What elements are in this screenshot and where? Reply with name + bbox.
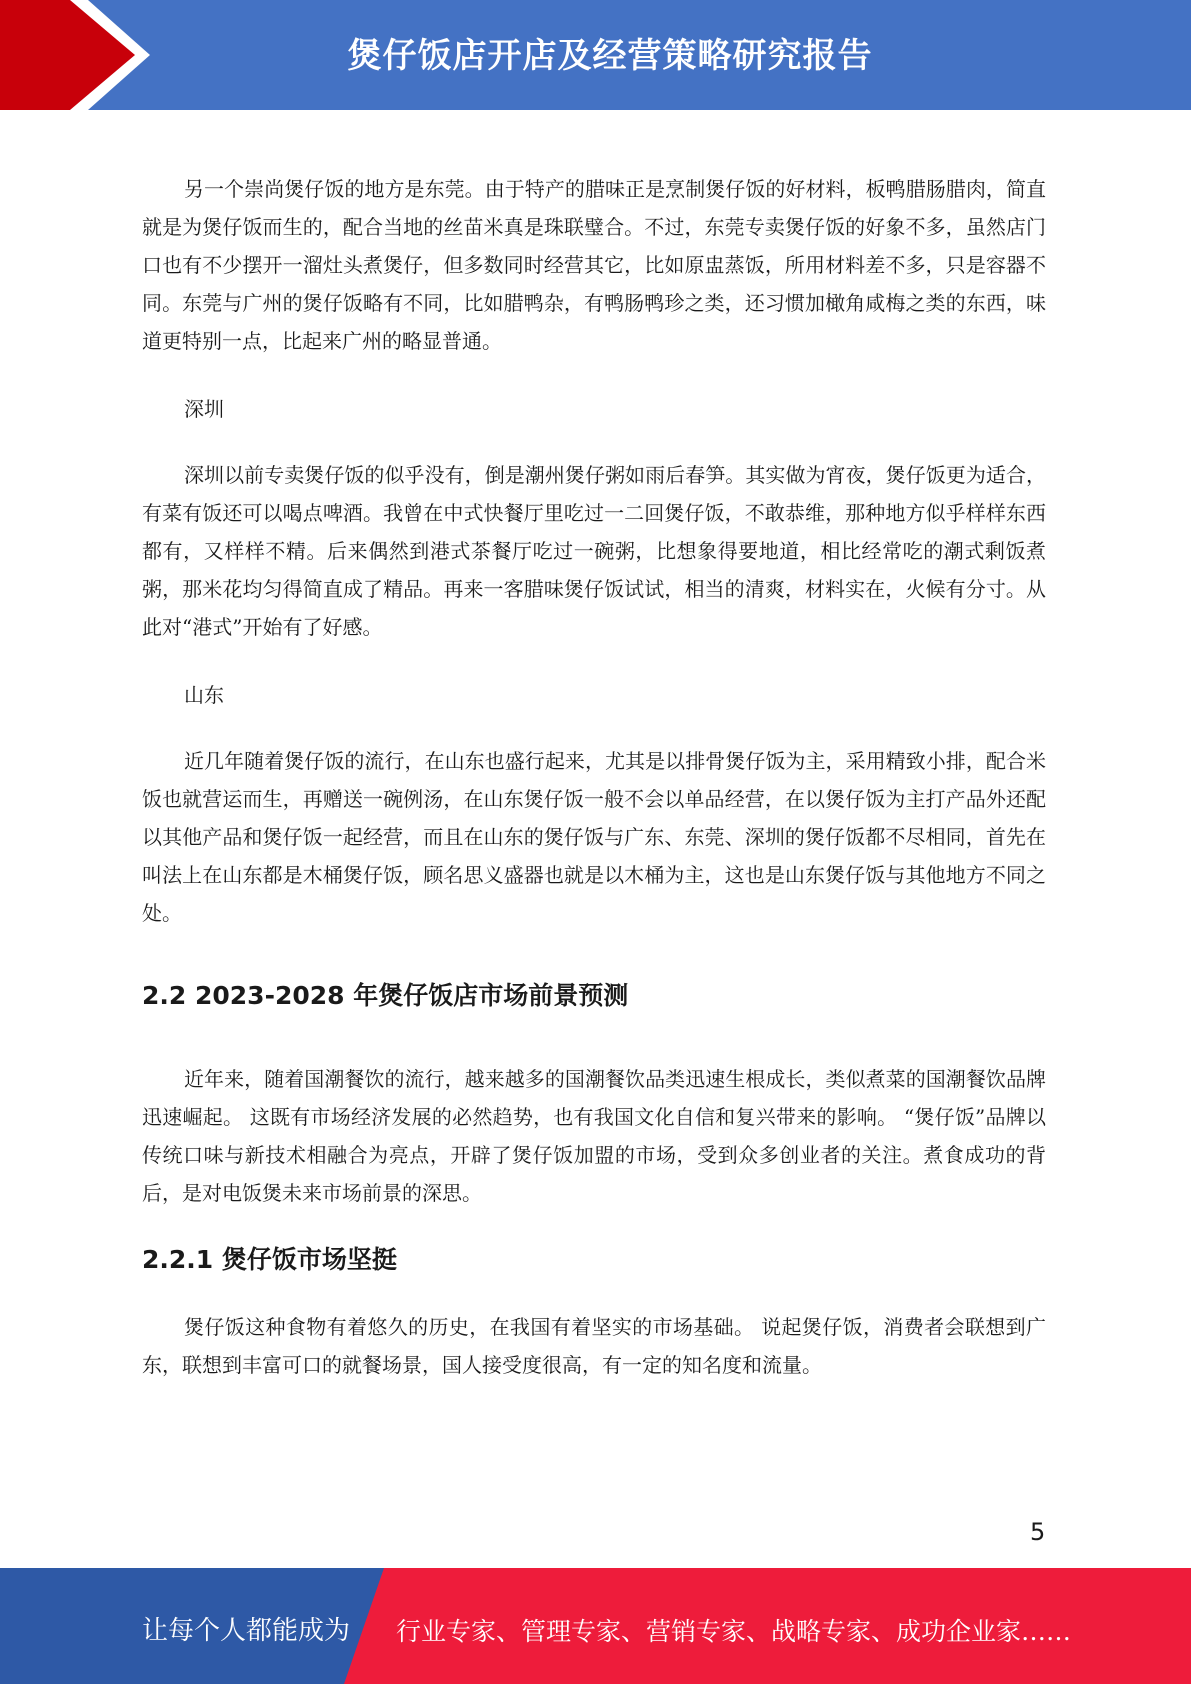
subheading-shandong: 山东 [184, 683, 224, 707]
footer-slogan-left: 让每个人都能成为 [142, 1616, 351, 1646]
paragraph-shenzhen: 深圳以前专卖煲仔饭的似乎没有，倒是潮州煲仔粥如雨后春笋。其实做为宵夜，煲仔饭更为适合，有菜有饭还可以喝点啤酒。我曾在中式快餐厅里吃过一二回煲仔饭，不敢恭维，那种地方似乎样样东西都有，又样样不精。后来偶然到港式茶餐厅吃过一碗粥，比想象得要地道，相比经常吃的潮式剩饭煮粥，那米花均匀得简直成了精品。再来一客腊味煲仔饭试试，相当的清爽，材料实在，火候有分寸。从此对“港式”开始有了好感。 [142, 463, 1046, 639]
section-heading-2-2: 2.2 2023-2028 年煲仔饭店市场前景预测 [142, 981, 629, 1010]
page-number: 5 [1030, 1518, 1046, 1546]
page-footer [0, 1568, 1191, 1684]
paragraph-2-2: 近年来，随着国潮餐饮的流行，越来越多的国潮餐饮品类迅速生根成长，类似煮菜的国潮餐饮品牌迅速崛起。 这既有市场经济发展的必然趋势，也有我国文化自信和复兴带来的影响。 “煲仔饭”品牌以传统口味与新技术相融合为亮点，开辟了煲仔饭加盟的市场，受到众多创业者的关注。煮食成功的背后，是对电饭煲未来市场前景的深思。 [142, 1067, 1046, 1205]
subheading-shenzhen: 深圳 [184, 397, 224, 421]
paragraph-dongguan: 另一个崇尚煲仔饭的地方是东莞。由于特产的腊味正是烹制煲仔饭的好材料，板鸭腊肠腊肉，简直就是为煲仔饭而生的，配合当地的丝苗米真是珠联璧合。不过，东莞专卖煲仔饭的好象不多，虽然店门口也有不少摆开一溜灶头煮煲仔，但多数同时经营其它，比如原盅蒸饭，所用材料差不多，只是容器不同。东莞与广州的煲仔饭略有不同，比如腊鸭杂，有鸭肠鸭珍之类，还习惯加橄角咸梅之类的东西，味道更特别一点，比起来广州的略显普通。 [142, 177, 1046, 353]
page-header [0, 0, 1191, 110]
page-body [142, 170, 1046, 1384]
paragraph-2-2-1: 煲仔饭这种食物有着悠久的历史，在我国有着坚实的市场基础。 说起煲仔饭，消费者会联想到广东，联想到丰富可口的就餐场景，国人接受度很高，有一定的知名度和流量。 [142, 1315, 1046, 1377]
footer-slogan-right: 行业专家、管理专家、营销专家、战略专家、成功企业家…… [396, 1617, 1072, 1646]
header-arrow-decoration [0, 0, 140, 110]
section-heading-2-2-1: 2.2.1 煲仔饭市场坚挺 [142, 1245, 397, 1274]
paragraph-shandong: 近几年随着煲仔饭的流行，在山东也盛行起来，尤其是以排骨煲仔饭为主，采用精致小排，配合米饭也就营运而生，再赠送一碗例汤，在山东煲仔饭一般不会以单品经营，在以煲仔饭为主打产品外还配以其他产品和煲仔饭一起经营，而且在山东的煲仔饭与广东、东莞、深圳的煲仔饭都不尽相同，首先在叫法上在山东都是木桶煲仔饭，顾名思义盛器也就是以木桶为主，这也是山东煲仔饭与其他地方不同之处。 [142, 749, 1046, 925]
report-title: 煲仔饭店开店及经营策略研究报告 [347, 36, 873, 76]
